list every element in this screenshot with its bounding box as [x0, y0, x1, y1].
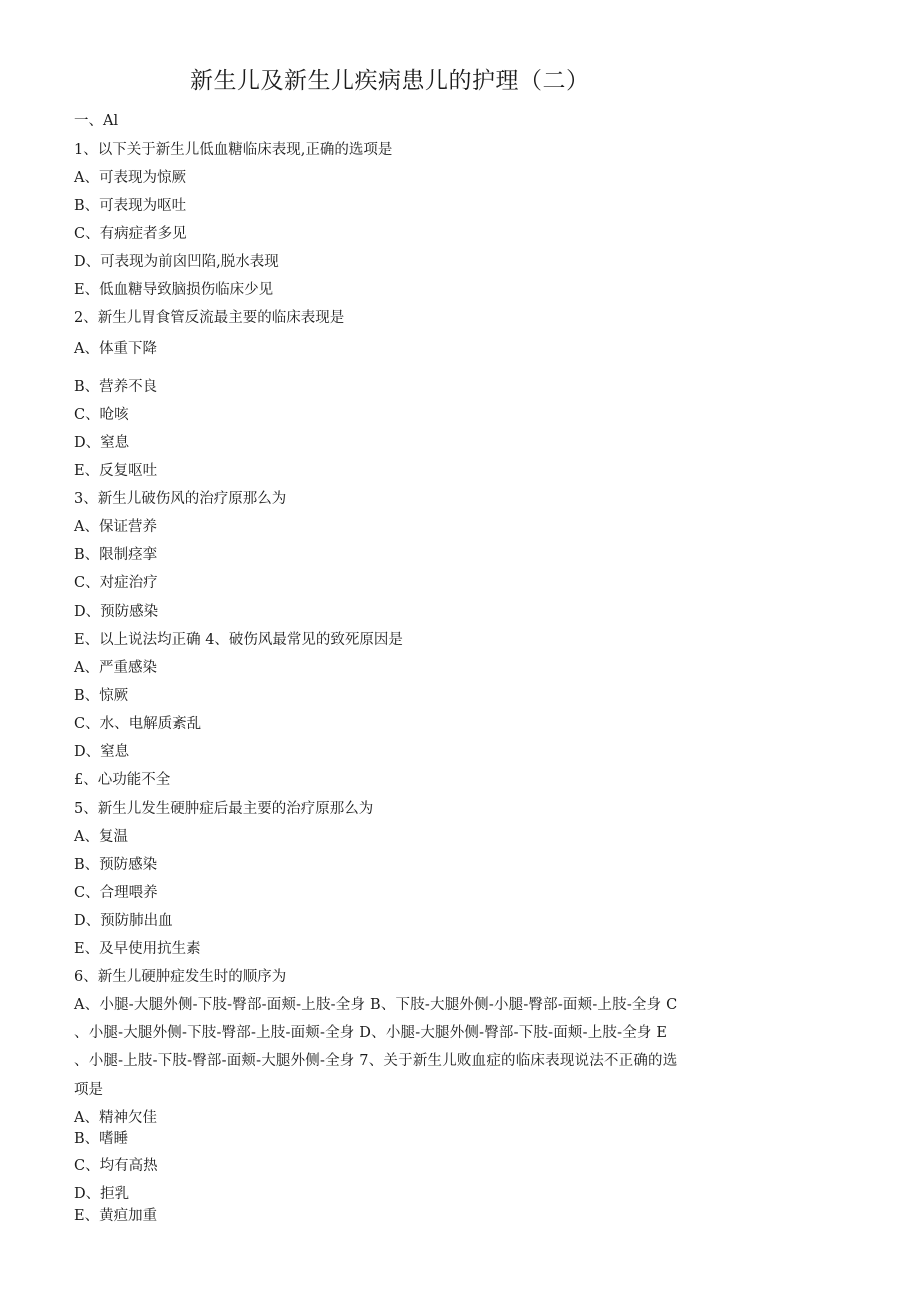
option-5c: C、合理喂养: [74, 885, 158, 901]
option-3c: C、对症治疗: [74, 575, 158, 591]
option-2c: C、呛咳: [74, 407, 129, 423]
option-4b: B、惊厥: [74, 688, 129, 704]
option-2d: D、窒息: [74, 435, 130, 451]
document-title: 新生儿及新生儿疾病患儿的护理（二）: [190, 68, 590, 94]
question-6: 6、新生儿硬肿症发生时的顺序为: [74, 969, 287, 985]
option-2b: B、营养不良: [74, 379, 158, 395]
question-5: 5、新生儿发生硬肿症后最主要的治疗原那么为: [74, 801, 374, 817]
option-5a: A、复温: [74, 829, 128, 845]
options-6-line-3: 、小腿-上肢-下肢-臀部-面颊-大腿外侧-全身 7、关于新生儿败血症的临床表现说法不正确的选: [74, 1053, 678, 1069]
option-4a: A、严重感染: [74, 660, 157, 676]
option-1c: C、有病症者多见: [74, 226, 187, 242]
option-3d: D、预防感染: [74, 604, 159, 620]
option-3e-question-4: E、以上说法均正确 4、破伤风最常见的致死原因是: [74, 632, 403, 648]
option-1e: E、低血糖导致脑损伤临床少见: [74, 282, 274, 298]
option-4d: D、窒息: [74, 744, 130, 760]
option-1d: D、可表现为前囟凹陷,脱水表现: [74, 254, 279, 270]
option-4e: £、心功能不全: [74, 772, 171, 788]
section-heading: 一、Al: [74, 113, 119, 129]
option-5b: B、预防感染: [74, 857, 158, 873]
question-7-end: 项是: [74, 1082, 103, 1098]
option-5d: D、预防肺出血: [74, 913, 173, 929]
option-1b: B、可表现为呕吐: [74, 198, 187, 214]
question-1: 1、以下关于新生儿低血糖临床表现,正确的选项是: [74, 142, 393, 158]
options-6-line-2: 、小腿-大腿外侧-下肢-臀部-上肢-面颊-全身 D、小腿-大腿外侧-臀部-下肢-面颊-上肢-全身 E: [74, 1025, 668, 1041]
option-3b: B、限制痉挛: [74, 547, 158, 563]
option-1a: A、可表现为惊厥: [74, 170, 186, 186]
question-2: 2、新生儿胃食管反流最主要的临床表现是: [74, 310, 345, 326]
option-7c: C、均有高热: [74, 1158, 158, 1174]
option-3a: A、保证营养: [74, 519, 157, 535]
option-2a: A、体重下降: [74, 341, 157, 357]
option-4c: C、水、电解质紊乱: [74, 716, 202, 732]
option-7d: D、拒乳: [74, 1186, 130, 1202]
option-5e: E、及早使用抗生素: [74, 941, 201, 957]
option-2e: E、反复呕吐: [74, 463, 158, 479]
options-6-line-1: A、小腿-大腿外侧-下肢-臀部-面颊-上肢-全身 B、下肢-大腿外侧-小腿-臀部-面颊-上肢-全身 C: [74, 997, 678, 1013]
question-3: 3、新生儿破伤风的治疗原那么为: [74, 491, 287, 507]
option-7e: E、黄疸加重: [74, 1208, 158, 1224]
option-7b: B、嗜睡: [74, 1131, 129, 1147]
option-7a: A、精神欠佳: [74, 1110, 157, 1126]
